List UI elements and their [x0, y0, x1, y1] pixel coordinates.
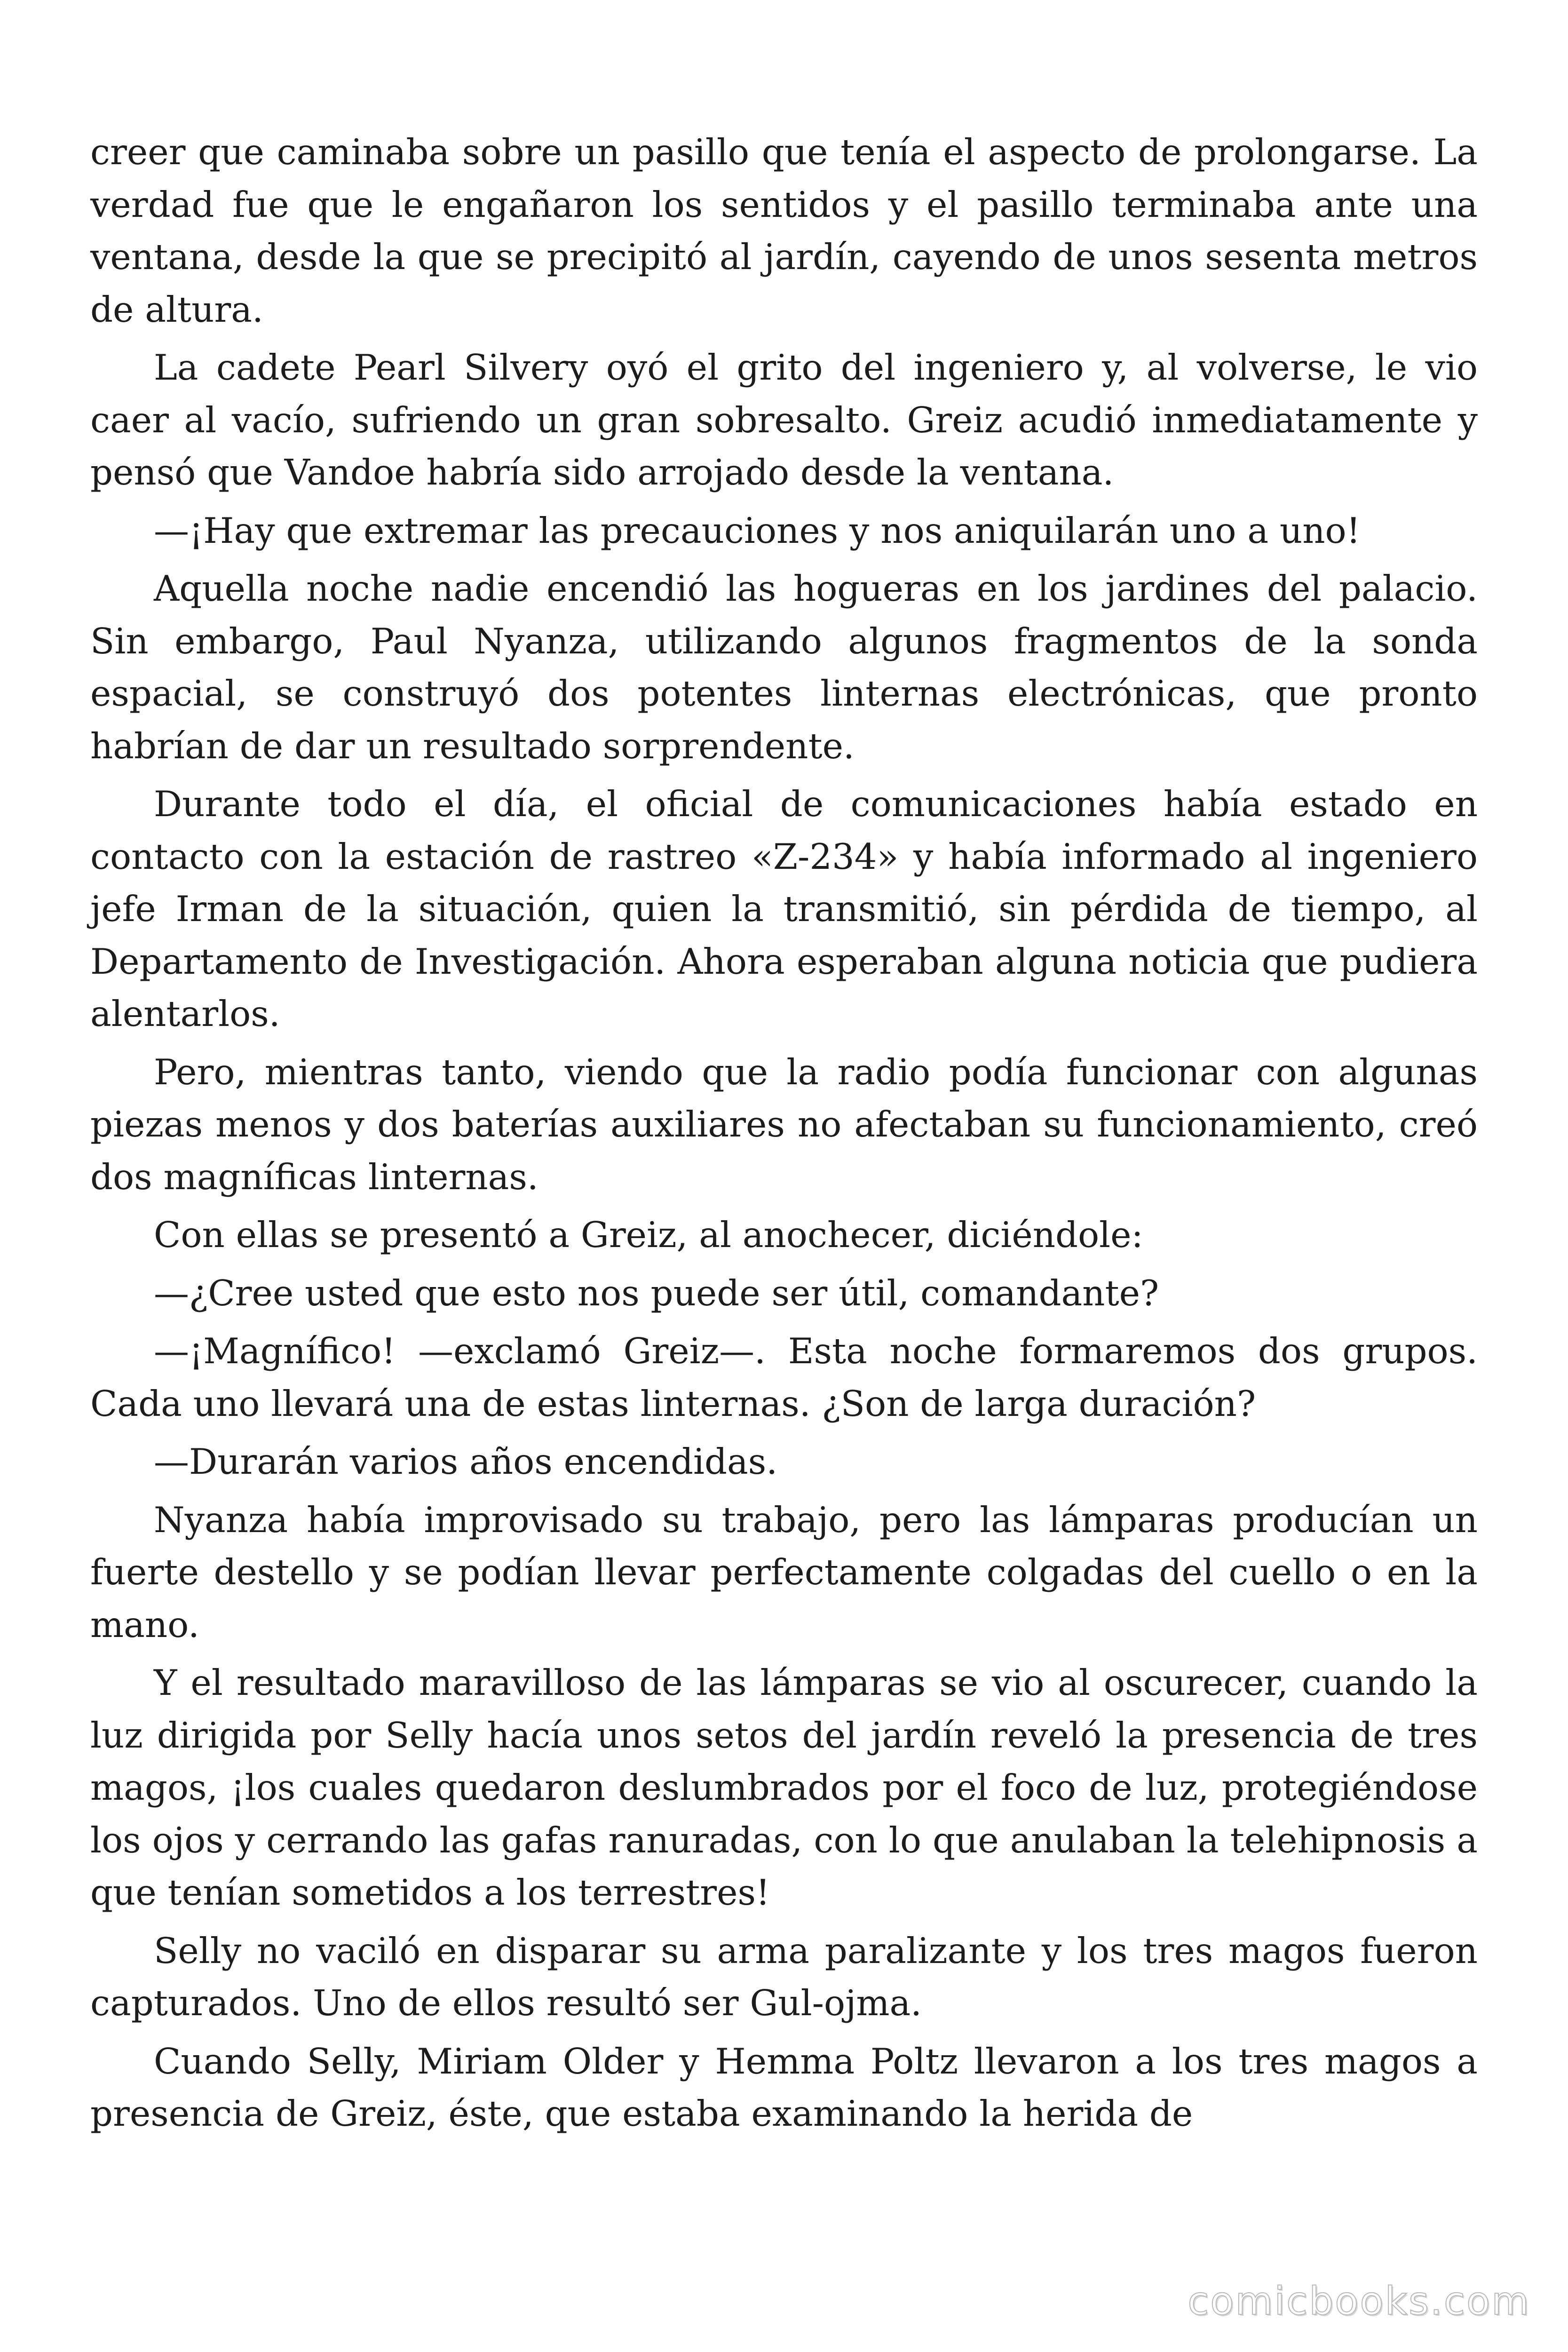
paragraph: Durante todo el día, el oficial de comunicaciones había estado en contacto con la estación de rastreo «Z-234» y había informado al ingeniero jefe Irman de la situación, quien la transmitió, sin pérdida de tiempo, al Departamento de Investigación. Ahora esperaban alguna noticia que pudiera alentarlos.: [90, 783, 1478, 1034]
paragraph: Pero, mientras tanto, viendo que la radio podía funcionar con algunas piezas menos y dos baterías auxiliares no afectaban su funcionamiento, creó dos magníficas linternas.: [90, 1051, 1478, 1198]
page-body: [90, 126, 1478, 2146]
paragraph: Cuando Selly, Miriam Older y Hemma Poltz llevaron a los tres magos a presencia de Greiz, éste, que estaba examinando la herida de: [90, 2040, 1478, 2134]
paragraph: —¡Hay que extremar las precauciones y nos aniquilarán uno a uno!: [154, 509, 1361, 551]
paragraph: Nyanza había improvisado su trabajo, pero las lámparas producían un fuerte destello y se podían llevar perfectamente colgadas del cuello o en la mano.: [90, 1499, 1478, 1645]
paragraph: —¡Magnífico! —exclamó Greiz—. Esta noche formaremos dos grupos. Cada uno llevará una de estas linternas. ¿Son de larga duración?: [90, 1330, 1478, 1424]
paragraph: —Durarán varios años encendidas.: [154, 1441, 778, 1482]
paragraph: La cadete Pearl Silvery oyó el grito del ingeniero y, al volverse, le vio caer al vacío, sufriendo un gran sobresalto. Greiz acudió inmediatamente y pensó que Vandoe habría sido arrojado desde la ventana.: [90, 347, 1478, 493]
paragraph: Y el resultado maravilloso de las lámparas se vio al oscurecer, cuando la luz dirigida por Selly hacía unos setos del jardín reveló la presencia de tres magos, ¡los cuales quedaron deslumbrados por el foco de luz, protegiéndose los ojos y cerrando las gafas ranuradas, con lo que anulaban la telehipnosis a que tenían sometidos a los terrestres!: [90, 1662, 1478, 1913]
paragraph: Selly no vaciló en disparar su arma paralizante y los tres magos fueron capturados. Uno de ellos resultó ser Gul-ojma.: [90, 1930, 1478, 2024]
watermark: comicbooks.com: [1188, 2279, 1530, 2324]
paragraph: Con ellas se presentó a Greiz, al anochecer, diciéndole:: [154, 1214, 1143, 1255]
paragraph: Aquella noche nadie encendió las hogueras en los jardines del palacio. Sin embargo, Paul Nyanza, utilizando algunos fragmentos de la sonda espacial, se construyó dos potentes linternas electrónicas, que pronto habrían de dar un resultado sorprendente.: [90, 568, 1478, 767]
paragraph: —¿Cree usted que esto nos puede ser útil, comandante?: [154, 1272, 1159, 1314]
paragraph: creer que caminaba sobre un pasillo que tenía el aspecto de prolongarse. La verdad fue que le engañaron los sentidos y el pasillo terminaba ante una ventana, desde la que se precipitó al jardín, cayendo de unos sesenta metros de altura.: [90, 131, 1478, 330]
